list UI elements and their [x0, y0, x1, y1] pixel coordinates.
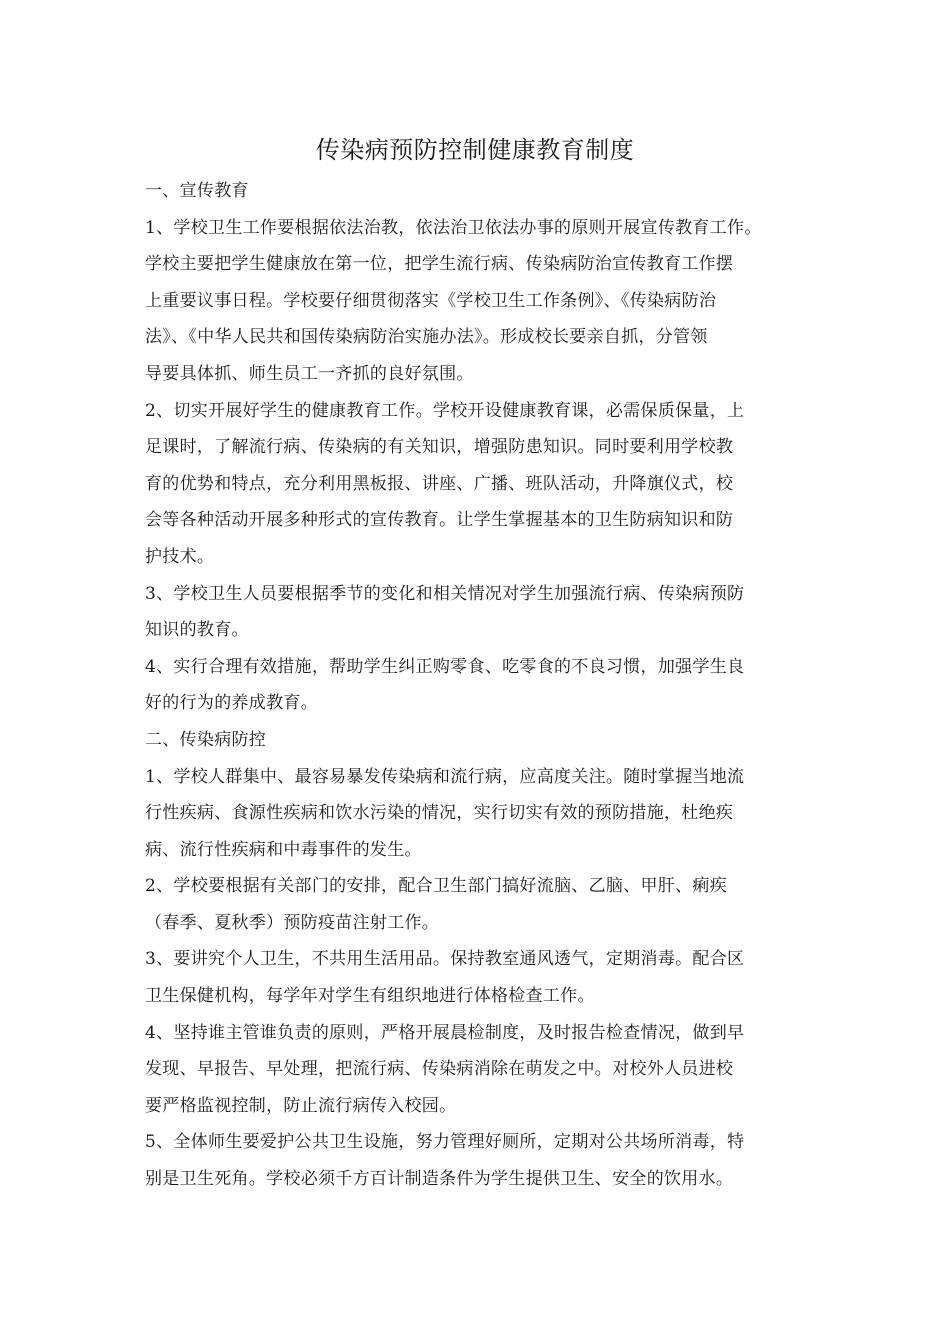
paragraph-line: 4、坚持谁主管谁负责的原则，严格开展晨检制度，及时报告检查情况，做到早: [145, 1022, 745, 1043]
paragraph-line: 护技术。: [145, 546, 215, 567]
paragraph-line: 知识的教育。: [145, 620, 249, 641]
document-title: 传染病预防控制健康教育制度: [315, 136, 635, 164]
paragraph-line: 会等各种活动开展多种形式的宣传教育。让学生掌握基本的卫生防病知识和防: [145, 510, 734, 531]
paragraph-line: 行性疾病、食源性疾病和饮水污染的情况，实行切实有效的预防措施，杜绝疾: [145, 803, 734, 824]
paragraph-line: 别是卫生死角。学校必须千方百计制造条件为学生提供卫生、安全的饮用水。: [145, 1169, 734, 1190]
paragraph-line: 卫生保健机构，每学年对学生有组织地进行体格检查工作。: [145, 986, 595, 1007]
paragraph-line: 法》、《中华人民共和国传染病防治实施办法》。形成校长要亲自抓，分管领: [145, 327, 708, 348]
paragraph-line: 发现、早报告、早处理，把流行病、传染病消除在萌发之中。对校外人员进校: [145, 1059, 734, 1080]
section-heading: 一、宣传教育: [145, 181, 249, 201]
paragraph-line: 4、实行合理有效措施，帮助学生纠正购零食、吃零食的不良习惯，加强学生良: [145, 656, 745, 677]
paragraph-line: 病、流行性疾病和中毒事件的发生。: [145, 839, 422, 860]
paragraph-line: 要严格监视控制，防止流行病传入校园。: [145, 1095, 457, 1116]
document-body: [145, 173, 835, 1198]
paragraph-line: 育的优势和特点，充分利用黑板报、讲座、广播、班队活动，升降旗仪式，校: [145, 473, 734, 494]
paragraph-line: 1、学校人群集中、最容易暴发传染病和流行病，应高度关注。随时掌握当地流: [145, 766, 745, 787]
paragraph-line: 2、切实开展好学生的健康教育工作。学校开设健康教育课，必需保质保量，上: [145, 400, 745, 421]
paragraph-line: 导要具体抓、师生员工一齐抓的良好氛围。: [145, 363, 474, 384]
paragraph-line: 2、学校要根据有关部门的安排，配合卫生部门搞好流脑、乙脑、甲肝、痢疾: [145, 876, 728, 897]
paragraph-line: 足课时，了解流行病、传染病的有关知识，增强防患知识。同时要利用学校教: [145, 437, 734, 458]
section-heading: 二、传染病防控: [145, 729, 267, 750]
paragraph-line: 上重要议事日程。学校要仔细贯彻落实《学校卫生工作条例》、《传染病防治: [145, 290, 717, 311]
paragraph-line: 好的行为的养成教育。: [145, 693, 318, 714]
paragraph-line: 5、全体师生要爱护公共卫生设施，努力管理好厕所，定期对公共场所消毒，特: [145, 1132, 745, 1153]
paragraph-line: 3、学校卫生人员要根据季节的变化和相关情况对学生加强流行病、传染病预防: [145, 583, 745, 604]
paragraph-line: 3、要讲究个人卫生，不共用生活用品。保持教室通风透气，定期消毒。配合区: [145, 949, 745, 970]
paragraph-line: 1、学校卫生工作要根据依法治教，依法治卫依法办事的原则开展宣传教育工作。: [145, 217, 762, 238]
paragraph-line: （春季、夏秋季）预防疫苗注射工作。: [145, 912, 440, 933]
paragraph-line: 学校主要把学生健康放在第一位，把学生流行病、传染病防治宣传教育工作摆: [145, 254, 734, 275]
